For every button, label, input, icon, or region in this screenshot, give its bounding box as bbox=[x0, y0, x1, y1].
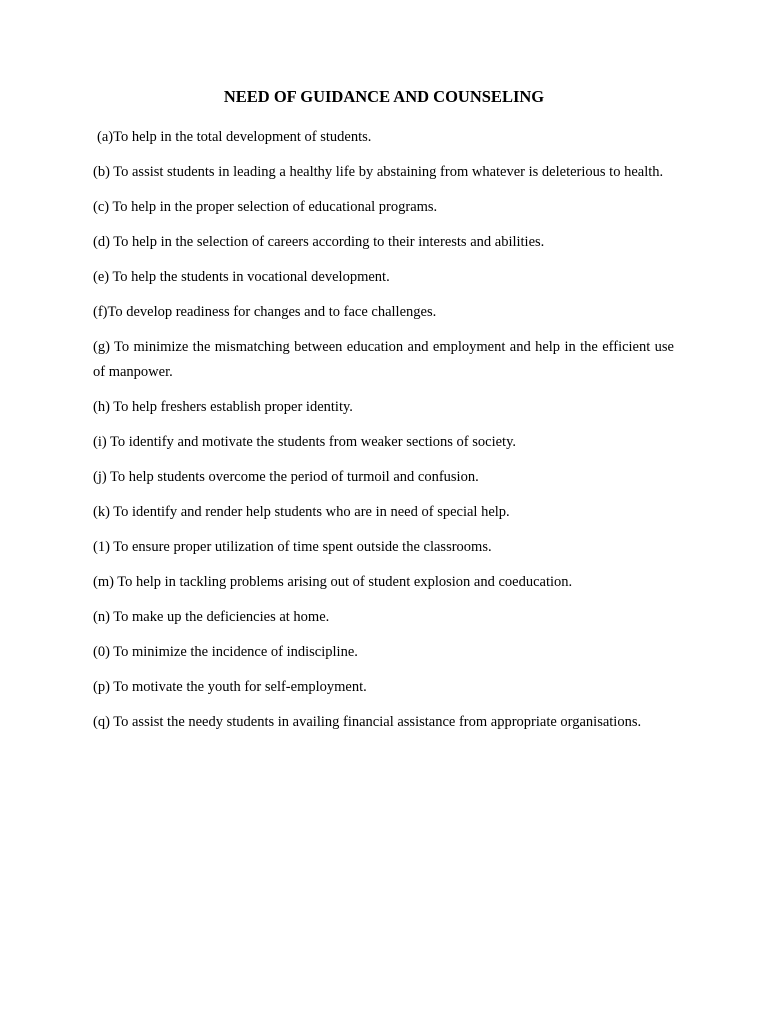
list-item-m: (m) To help in tackling problems arising out of student explosion and coeducation. bbox=[93, 574, 573, 590]
list-item-d: (d) To help in the selection of careers according to their interests and abilities. bbox=[93, 234, 545, 250]
list-item-e: (e) To help the students in vocational development. bbox=[93, 269, 390, 285]
list-item-i: (i) To identify and motivate the students from weaker sections of society. bbox=[93, 434, 516, 450]
list-item-l: (1) To ensure proper utilization of time spent outside the classrooms. bbox=[93, 539, 492, 555]
list-item-n: (n) To make up the deficiencies at home. bbox=[93, 609, 330, 625]
guidance-needs-list bbox=[93, 125, 674, 745]
list-item-j: (j) To help students overcome the period of turmoil and confusion. bbox=[93, 469, 479, 485]
list-item-g: (g) To minimize the mismatching between education and employment and help in the efficient use of manpower. bbox=[93, 339, 674, 380]
list-item-b: (b) To assist students in leading a healthy life by abstaining from whatever is deleterious to health. bbox=[93, 164, 664, 180]
list-item-q: (q) To assist the needy students in availing financial assistance from appropriate organisations. bbox=[93, 714, 642, 730]
list-item-f: (f)To develop readiness for changes and to face challenges. bbox=[93, 304, 437, 320]
list-item-k: (k) To identify and render help students who are in need of special help. bbox=[93, 504, 510, 520]
list-item-a: (a)To help in the total development of students. bbox=[97, 129, 372, 145]
list-item-p: (p) To motivate the youth for self-employment. bbox=[93, 679, 367, 695]
list-item-c: (c) To help in the proper selection of educational programs. bbox=[93, 199, 438, 215]
list-item-h: (h) To help freshers establish proper identity. bbox=[93, 399, 353, 415]
list-item-o: (0) To minimize the incidence of indiscipline. bbox=[93, 644, 358, 660]
page-title: NEED OF GUIDANCE AND COUNSELING bbox=[223, 87, 545, 106]
